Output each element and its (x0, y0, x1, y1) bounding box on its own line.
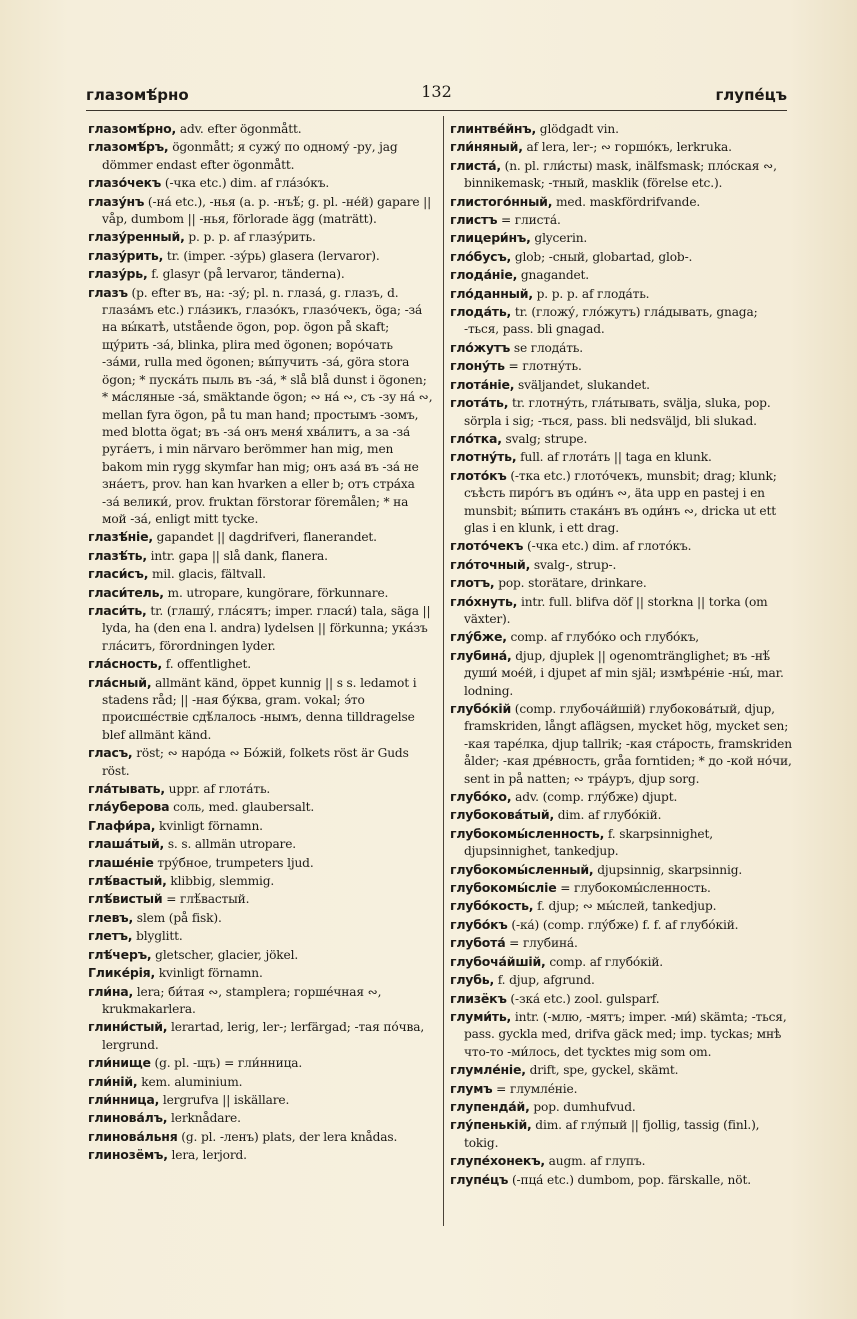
dictionary-entry (450, 1152, 796, 1170)
dictionary-entry (450, 266, 796, 284)
entry-headword: глупенда́й, (450, 1098, 530, 1114)
entry-definition: svalg; strupe. (501, 431, 588, 446)
entry-definition: f. djup, afgrund. (494, 973, 595, 988)
dictionary-entry (450, 394, 796, 430)
entry-definition: s. s. allmän utropare. (164, 837, 297, 852)
entry-definition: = глотну́ть. (504, 359, 582, 374)
entry-definition: comp. af глубо́ко och глубо́къ, (506, 630, 700, 645)
dictionary-entry (450, 138, 796, 156)
entry-headword: глубоча́йшій, (450, 953, 546, 969)
entry-headword: глода́ніе, (450, 267, 518, 283)
entry-headword: глазо́чекъ (88, 175, 162, 191)
entry-headword: глотъ, (450, 575, 495, 591)
entry-definition: (g. pl. -ленъ) plats, der lera knådas. (177, 1129, 398, 1144)
entry-definition: adv. (comp. глу́бже) djupt. (511, 790, 678, 805)
entry-definition: tr. (imper. -зу́рь) glasera (lervaror). (163, 248, 380, 263)
dictionary-entry (88, 1128, 435, 1146)
dictionary-entry (450, 229, 796, 247)
entry-headword: глубокомы́сленность, (450, 825, 605, 841)
entry-definition: lera; би́тая ∾, stamplera; горше́чная ∾, krukmakarlera. (102, 984, 382, 1016)
entry-definition: augm. af глупъ. (544, 1154, 646, 1169)
dictionary-entry (88, 602, 435, 655)
dictionary-entry (450, 448, 796, 466)
entry-definition: ögonmått; я сужу́ по одному́ -ру, jag dömmer endast efter ögonmått. (102, 140, 398, 172)
entry-definition: (-на́ etc.), -нья (a. p. -нъѣ́; g. pl. -не́й) gapare || våp, dumbom || -нья, förlorade ägg (maträtt). (102, 194, 432, 227)
entry-headword: глубокова́тый, (450, 807, 555, 823)
entry-definition: djup, djuplek || ogenomtränglighet; въ -нѣ́ души́ мое́й, i djupet af min själ; измѣре́ніе -ны́, mar. lodning. (464, 648, 784, 698)
entry-headword: глазу́ренный, (88, 229, 185, 245)
entry-headword: гла́тывать, (88, 781, 165, 797)
dictionary-entry (450, 1008, 796, 1061)
entry-headword: глини́стый, (88, 1019, 168, 1035)
entry-definition: (g. pl. -щъ) = гли́нница. (150, 1056, 303, 1071)
entry-definition: lergrufva || iskällare. (159, 1092, 290, 1107)
entry-headword: гли́на, (88, 983, 134, 999)
entry-definition: intr. gapa || slå dank, flanera. (146, 548, 328, 563)
entry-definition: sväljandet, slukandet. (514, 377, 650, 392)
dictionary-entry (450, 934, 796, 952)
dictionary-entry (88, 780, 435, 798)
entry-headword: глумле́ніе, (450, 1062, 526, 1078)
dictionary-entry (450, 700, 796, 788)
header-rule (86, 110, 787, 111)
entry-headword: глетъ, (88, 928, 133, 944)
entry-headword: глевъ, (88, 909, 134, 925)
dictionary-entry (88, 565, 435, 583)
dictionary-entry (88, 138, 435, 174)
entry-headword: глиста́, (450, 157, 501, 173)
dictionary-entry (450, 861, 796, 879)
entry-headword: глазѣ́ніе, (88, 529, 153, 545)
entry-definition: pop. storätare, drinkare. (494, 576, 647, 591)
entry-definition: röst; ∾ наро́да ∾ Бо́жій, folkets röst är Guds röst. (102, 746, 409, 778)
dictionary-entry (450, 1171, 796, 1189)
entry-headword: глѣ́вистый (88, 891, 163, 907)
dictionary-entry (88, 174, 435, 192)
entry-headword: глубь, (450, 972, 495, 988)
dictionary-entry (88, 872, 435, 890)
entry-headword: глѣ́черъ, (88, 946, 152, 962)
entry-definition: lerartad, lerig, ler-; lerfärgad; -тая по́чва, lergrund. (102, 1020, 425, 1052)
entry-headword: глизёкъ (450, 990, 507, 1006)
entry-headword: гласъ, (88, 745, 133, 761)
dictionary-entry (450, 376, 796, 394)
dictionary-entry (88, 744, 435, 780)
page-number: 132 (421, 82, 452, 101)
entry-definition: af lera, ler-; ∾ горшо́къ, lerkruka. (522, 140, 732, 155)
entry-headword: глото́къ (450, 467, 507, 483)
dictionary-entry (88, 946, 435, 964)
dictionary-entry (88, 247, 435, 265)
entry-headword: глазу́рь, (88, 266, 148, 282)
dictionary-entry (88, 964, 435, 982)
entry-definition: kem. aluminium. (137, 1074, 243, 1089)
dictionary-entry (450, 556, 796, 574)
dictionary-entry (88, 284, 435, 529)
entry-headword: глуми́ть, (450, 1008, 512, 1024)
entry-definition: se глода́ть. (510, 340, 584, 355)
dictionary-entry (88, 983, 435, 1019)
entry-headword: гло́точный, (450, 556, 531, 572)
dictionary-entry (88, 655, 435, 673)
dictionary-entry (450, 1098, 796, 1116)
entry-definition: = глубокомы́сленность. (556, 881, 711, 896)
dictionary-entry (88, 674, 435, 745)
dictionary-entry (88, 1091, 435, 1109)
entry-definition: blyglitt. (132, 929, 183, 944)
dictionary-entry (450, 574, 796, 592)
entry-definition: intr. (-млю, -мятъ; imper. -ми́) skämta; -ться, pass. gyckla med, drifva gäck med; imp. tyckas; мнѣ что-то -ми́лось, det tycktes mig som om. (464, 1009, 787, 1059)
dictionary-entry (450, 467, 796, 538)
entry-definition: dim. af глубо́кій. (554, 808, 662, 823)
entry-definition: p. p. p. af глазу́рить. (184, 230, 316, 245)
entry-headword: глота́ніе, (450, 376, 515, 392)
entry-definition: (-тка etc.) глото́чекъ, munsbit; drag; klunk; съѣсть пиро́гъ въ оди́нъ ∾, äta upp en pastej i en munsbit; вы́пить стака́нъ въ оди́нъ ∾, dricka ut ett glas i en klunk, i ett drag. (464, 468, 777, 535)
entry-definition: тру́бное, trumpeters ljud. (153, 855, 314, 870)
entry-headword: глотну́ть, (450, 449, 517, 465)
entry-definition: f. offentlighet. (162, 657, 251, 672)
entry-headword: гло́жутъ (450, 339, 511, 355)
entry-headword: глода́ть, (450, 304, 512, 320)
column-divider (443, 116, 444, 1226)
entry-definition: f. skarpsinnighet, djupsinnighet, tankedjup. (464, 826, 713, 859)
dictionary-entry (450, 303, 796, 339)
entry-headword: глону́ть (450, 358, 505, 374)
entry-headword: глазъ (88, 284, 128, 300)
entry-definition: соль, med. glaubersalt. (169, 800, 315, 815)
dictionary-entry (88, 1073, 435, 1091)
entry-headword: глицери́нъ, (450, 230, 531, 246)
dictionary-entry (450, 593, 796, 629)
entry-definition: p. p. p. af глода́ть. (532, 286, 650, 301)
dictionary-entry (450, 1080, 796, 1098)
entry-headword: глубо́кость, (450, 898, 534, 914)
entry-headword: гло́хнуть, (450, 593, 518, 609)
entry-definition: = глумле́ніе. (492, 1081, 578, 1096)
entry-headword: гласи́ть, (88, 602, 147, 618)
entry-headword: глазѣ́ть, (88, 547, 147, 563)
entry-headword: глумъ (450, 1080, 493, 1096)
entry-headword: глупе́цъ (450, 1171, 509, 1187)
entry-definition: klibbig, slemmig. (166, 874, 275, 889)
entry-definition: uppr. af глота́ть. (164, 782, 271, 797)
dictionary-entry (88, 1018, 435, 1054)
dictionary-entry (88, 193, 435, 229)
entry-definition: mil. glacis, fältvall. (148, 567, 266, 582)
entry-headword: глота́ть, (450, 395, 509, 411)
dictionary-entry (450, 788, 796, 806)
entry-headword: гло́бусъ, (450, 248, 512, 264)
entry-definition: (-чка etc.) dim. af глото́къ. (523, 539, 692, 554)
entry-definition: = глубина́. (505, 936, 578, 951)
dictionary-entry (450, 357, 796, 375)
dictionary-entry (450, 157, 796, 193)
right-column (450, 120, 796, 1230)
entry-definition: svalg-, strup-. (530, 557, 617, 572)
dictionary-entry (88, 120, 435, 138)
entry-headword: глото́чекъ (450, 538, 524, 554)
dictionary-entry (88, 835, 435, 853)
entry-headword: гла́сный, (88, 674, 152, 690)
dictionary-entry (450, 1116, 796, 1152)
entry-headword: гло́данный, (450, 285, 533, 301)
entry-headword: глу́бже, (450, 629, 507, 645)
entry-headword: глазу́нъ (88, 193, 145, 209)
entry-definition: tr. (гложу́, гло́жутъ) гла́дывать, gnaga; -ться, pass. bli gnagad. (464, 305, 758, 337)
entry-headword: Глафи́ра, (88, 817, 156, 833)
entry-definition: m. utropare, kungörare, förkunnare. (163, 585, 389, 600)
dictionary-entry (450, 879, 796, 897)
entry-definition: = глѣ́вастый. (162, 892, 250, 907)
entry-definition: pop. dumhufvud. (529, 1099, 636, 1114)
entry-headword: глубина́, (450, 647, 512, 663)
entry-headword: глубота́ (450, 935, 506, 951)
entry-headword: глѣ́вастый, (88, 873, 167, 889)
entry-definition: kvinligt förnamn. (155, 818, 263, 833)
entry-definition: glycerin. (530, 231, 588, 246)
dictionary-entry (88, 817, 435, 835)
left-guide-word: глазомѣ́рно (86, 86, 189, 104)
dictionary-entry (450, 339, 796, 357)
dictionary-entry (450, 647, 796, 700)
entry-definition: kvinligt förnamn. (155, 966, 263, 981)
dictionary-entry (88, 265, 435, 283)
entry-definition: gletscher, glacier, jökel. (151, 947, 299, 962)
entry-headword: глинтве́йнъ, (450, 121, 537, 136)
dictionary-entry (450, 628, 796, 646)
entry-headword: глубокомы́сліе (450, 880, 557, 896)
dictionary-entry (450, 806, 796, 824)
entry-definition: (-ка́) (comp. глу́бже) f. f. af глубо́кій. (507, 917, 739, 932)
dictionary-entry (88, 798, 435, 816)
entry-headword: гли́няный, (450, 139, 523, 155)
entry-definition: gapandet || dagdrifveri, flanerandet. (152, 530, 377, 545)
entry-headword: глубо́къ (450, 916, 508, 932)
entry-headword: глинова́лъ, (88, 1110, 168, 1126)
entry-definition: (p. efter въ, на: -зу́; pl. n. глаза́, g. глазъ, d. глаза́мъ etc.) гла́зикъ, глазо́къ, глазо́чекъ, öga; -за́ на вы́катѣ, utstående ögon, pop. ögon på skaft; щу́рить -за́, blinka, plira med ögonen; воро́чать -за́ми, rulla med ögonen; вы́пучить -за́, göra stora ögon; * пуска́ть пыль въ -за́, * slå blå dunst i ögonen; * ма́сляные -за́, smäktande ögon; ∾ на́ ∾, съ -зу на́ ∾, mellan fyra ögon, på tu man hand; простымъ -зомъ, med blotta ögat; въ -за́ онъ меня́ хва́литъ, а за -за́ руга́етъ, i min närvaro berömmer han mig, men bakom min rygg skymfar han mig; онъ аза́ въ -за́ не зна́етъ, prov. han kan hvarken a eller b; отъ стра́ха -за́ велики́, prov. fruktan förstorar föremålen; * на мой -за́, enligt mitt tycke. (102, 285, 433, 526)
entry-headword: гласи́тель, (88, 584, 164, 600)
dictionary-entry (450, 971, 796, 989)
dictionary-entry (450, 193, 796, 211)
entry-headword: гла́уберова (88, 799, 170, 815)
entry-headword: глистъ (450, 212, 498, 228)
entry-headword: глистого́нный, (450, 193, 553, 209)
entry-headword: гласи́съ, (88, 566, 149, 582)
dictionary-entry (88, 547, 435, 565)
entry-headword: глубо́кій (450, 701, 512, 716)
right-guide-word: глупе́цъ (715, 86, 787, 104)
entry-definition: djupsinnig, skarpsinnig. (593, 862, 743, 877)
entry-headword: гло́тка, (450, 430, 502, 446)
dictionary-entry (88, 854, 435, 872)
entry-headword: глазомѣ́ръ, (88, 139, 169, 155)
entry-definition: glob; -сный, globartad, glob-. (511, 249, 693, 264)
entry-definition: drift, spe, gyckel, skämt. (525, 1063, 679, 1078)
left-column (88, 120, 435, 1230)
dictionary-entry (88, 927, 435, 945)
dictionary-entry (450, 430, 796, 448)
dictionary-entry (88, 528, 435, 546)
entry-definition: adv. efter ögonmått. (176, 122, 302, 136)
entry-definition: full. af глота́ть || taga en klunk. (516, 450, 712, 465)
entry-headword: гли́нище (88, 1055, 151, 1071)
entry-definition: intr. full. blifva döf || storkna || torka (om växter). (464, 594, 768, 626)
dictionary-entry (450, 916, 796, 934)
entry-definition: glödgadt vin. (536, 122, 619, 136)
entry-definition: comp. af глубо́кій. (545, 954, 664, 969)
entry-headword: Глике́рія, (88, 965, 156, 981)
entry-definition: f. djup; ∾ мы́слей, tankedjup. (533, 899, 717, 914)
entry-definition: (comp. глубоча́йшій) глубокова́тый, djup, framskriden, långt aflägsen, mycket hög, mycket sen; -кая таре́лка, djup tallrik; -кая ста́рость, framskriden ålder; -кая дре́вность, gråa forntiden; * до -кой но́чи, sent in på natten; ∾ тра́уръ, djup sorg. (464, 702, 792, 786)
entry-headword: глубо́ко, (450, 789, 512, 805)
entry-headword: глазу́рить, (88, 247, 164, 263)
dictionary-entry (450, 120, 796, 138)
entry-definition: lera, lerjord. (167, 1148, 247, 1163)
entry-definition: tr. (глашу́, гла́сятъ; imper. гласи́) tala, säga || lyda, ha (den ena l. andra) lydelsen || förkunna; ука́зъ гла́ситъ, förordningen lyder. (102, 603, 431, 653)
dictionary-entry (450, 285, 796, 303)
dictionary-entry (450, 825, 796, 861)
entry-headword: глубокомы́сленный, (450, 861, 594, 877)
entry-definition: (-пца́ etc.) dumbom, pop. färskalle, nöt. (508, 1172, 751, 1187)
entry-definition: med. maskfördrifvande. (552, 194, 701, 209)
entry-definition: (-чка etc.) dim. af гла́зо́къ. (161, 176, 330, 191)
entry-definition: dim. af глу́пый || fjollig, tassig (finl.), tokig. (464, 1118, 760, 1150)
dictionary-entry (450, 537, 796, 555)
dictionary-entry (88, 228, 435, 246)
dictionary-entry (450, 953, 796, 971)
dictionary-entry (450, 211, 796, 229)
entry-definition: (-зка́ etc.) zool. gulsparf. (506, 991, 660, 1006)
dictionary-entry (88, 584, 435, 602)
dictionary-entry (450, 990, 796, 1008)
dictionary-entry (88, 909, 435, 927)
dictionary-entry (450, 1061, 796, 1079)
dictionary-entry (88, 1146, 435, 1164)
entry-headword: глу́пенькій, (450, 1117, 532, 1133)
dictionary-entry (88, 1054, 435, 1072)
entry-definition: (n. pl. гли́сты) mask, inälfsmask; пло́ская ∾, binnikemask; -тный, masklik (förelse etc.). (464, 158, 777, 191)
entry-definition: allmänt känd, öppet kunnig || s s. ledamot i stadens råd; || -ная бу́ква, gram. vokal; э́то происше́ствіе сдѣ́лалось -нымъ, denna tilldragelse blef allmänt känd. (102, 675, 417, 742)
entry-definition: f. glasyr (på lervaror, tänderna). (147, 267, 345, 282)
dictionary-entry (88, 1109, 435, 1127)
entry-headword: глинозёмъ, (88, 1147, 168, 1163)
dictionary-entry (450, 248, 796, 266)
entry-definition: slem (på fisk). (133, 910, 222, 925)
dictionary-entry (450, 897, 796, 915)
page-header (86, 80, 787, 110)
entry-headword: глазомѣ́рно, (88, 121, 177, 136)
entry-headword: глупе́хонекъ, (450, 1153, 545, 1169)
dictionary-entry (88, 890, 435, 908)
entry-headword: гли́нница, (88, 1091, 160, 1107)
entry-headword: гли́ній, (88, 1073, 138, 1089)
entry-headword: глаше́ніе (88, 854, 154, 870)
entry-definition: = глиста́. (497, 213, 561, 228)
entry-headword: глинова́льня (88, 1128, 178, 1144)
entry-definition: tr. глотну́ть, гла́тывать, svälja, sluka, pop. sörpla i sig; -ться, pass. bli nedsväljd, bli slukad. (464, 396, 771, 428)
entry-headword: гла́сность, (88, 656, 163, 672)
entry-definition: lerknådare. (167, 1111, 241, 1126)
entry-headword: глаша́тый, (88, 836, 165, 852)
entry-definition: gnagandet. (517, 268, 590, 283)
